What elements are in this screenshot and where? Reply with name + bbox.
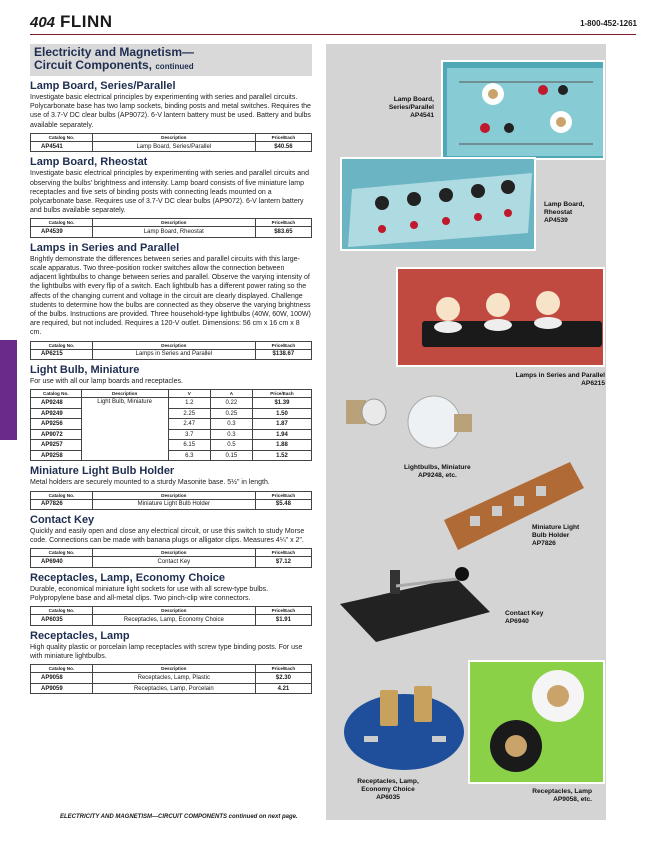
th-price: Price/Each	[255, 665, 311, 673]
caption-ap6035	[352, 778, 424, 802]
th-description: Description	[92, 607, 255, 615]
th-price: Price/Each	[255, 219, 311, 227]
catalog-table	[30, 389, 312, 461]
section-side-tab	[0, 340, 17, 440]
cell-catalog: AP9248	[31, 398, 82, 409]
lightbulbs-miniature-image	[336, 384, 476, 464]
product-receptacles-lamp	[30, 630, 312, 694]
cell-catalog: AP9256	[31, 419, 82, 430]
lamp-board-series-parallel-image	[441, 60, 605, 160]
cell-price: 1.88	[252, 440, 311, 451]
cell-catalog: AP9058	[31, 673, 93, 684]
cell-volts: 1.2	[168, 398, 210, 409]
lamps-series-parallel-image	[396, 267, 605, 367]
product-title: Receptacles, Lamp	[30, 629, 130, 642]
th-price: Price/Each	[252, 390, 311, 398]
product-description: Investigate basic electrical principles by experimenting with series and parallel circuits and observing the bulbs' brightness and intensity. Lamp board consists of five miniature lamp receptacles and five sets of binding posts with connecting leads mounted on a polycarbonate base. Requires use of 3.7-V DC clear bulbs (AP9072). 6-V lantern battery and bulbs available separately.	[30, 170, 309, 215]
receptacles-lamp-illustration	[470, 662, 605, 784]
lamp-board-sp-illustration	[443, 62, 605, 160]
caption-line: AP6035	[376, 794, 400, 801]
cell-volts: 6.15	[168, 440, 210, 451]
catalog-table	[30, 548, 312, 568]
th-catalog: Catalog No.	[31, 665, 93, 673]
catalog-table	[30, 341, 312, 361]
section-title-line1: Electricity and Magnetism—	[34, 45, 195, 59]
caption-line: Bulb Holder	[532, 532, 570, 539]
cell-catalog: AP4539	[31, 227, 93, 238]
caption-line: Receptacles, Lamp,	[357, 778, 419, 785]
lamps-sp-illustration	[398, 269, 605, 367]
caption-line: Lightbulbs, Miniature	[404, 464, 471, 471]
cell-volts: 2.25	[168, 408, 210, 419]
cell-price: $2.30	[255, 673, 311, 684]
cell-price: $1.39	[252, 398, 311, 409]
receptacles-economy-image	[340, 676, 472, 772]
cell-description: Lamps in Series and Parallel	[92, 349, 255, 360]
cell-amps: 0.3	[210, 429, 252, 440]
th-catalog: Catalog No.	[31, 219, 93, 227]
caption-line: AP6215	[581, 380, 605, 387]
cell-price: 1.50	[252, 408, 311, 419]
contact-key-image	[336, 558, 496, 648]
product-description: For use with all our lamp boards and receptacles.	[30, 378, 183, 386]
cell-amps: 0.5	[210, 440, 252, 451]
catalog-table	[30, 606, 312, 626]
product-description: Durable, economical miniature light sockets for use with all screw-type bulbs. Polypropylene base and all-metal clips. Two pinch-clip wire connectors.	[30, 585, 269, 603]
caption-line: Receptacles, Lamp	[532, 788, 592, 795]
caption-line: AP9058, etc.	[553, 796, 592, 803]
cell-description: Light Bulb, Miniature	[81, 398, 168, 461]
cell-price: $7.12	[255, 557, 311, 568]
section-title-line2: Circuit Components, continued	[34, 58, 194, 72]
th-description: Description	[92, 133, 255, 141]
caption-ap4541	[372, 96, 434, 120]
cell-price: $1.91	[255, 615, 311, 626]
th-description: Description	[92, 549, 255, 557]
th-catalog: Catalog No.	[31, 341, 93, 349]
table-row	[31, 499, 312, 510]
catalog-table	[30, 133, 312, 153]
caption-ap6215	[470, 372, 605, 388]
cell-catalog: AP6035	[31, 615, 93, 626]
th-price: Price/Each	[255, 491, 311, 499]
section-continued: continued	[155, 62, 194, 71]
cell-price: $83.65	[255, 227, 311, 238]
cell-catalog: AP6215	[31, 349, 93, 360]
cell-description: Receptacles, Lamp, Economy Choice	[92, 615, 255, 626]
receptacles-lamp-image	[468, 660, 605, 784]
header-divider	[30, 34, 636, 35]
table-row	[31, 141, 312, 152]
cell-catalog: AP9059	[31, 683, 93, 694]
th-price: Price/Each	[255, 549, 311, 557]
product-title: Lamps in Series and Parallel	[30, 241, 180, 254]
table-row	[31, 450, 312, 461]
caption-line: AP9248, etc.	[418, 472, 457, 479]
table-row	[31, 419, 312, 430]
cell-description: Receptacles, Lamp, Porcelain	[92, 683, 255, 694]
th-description: Description	[92, 219, 255, 227]
th-volts: V	[168, 390, 210, 398]
cell-catalog: AP9072	[31, 429, 82, 440]
caption-line: AP7826	[532, 540, 556, 547]
table-row	[31, 349, 312, 360]
th-price: Price/Each	[255, 133, 311, 141]
catalog-table	[30, 491, 312, 511]
product-receptacles-economy	[30, 572, 312, 626]
section-banner	[30, 44, 312, 76]
cell-catalog: AP9249	[31, 408, 82, 419]
cell-description: Receptacles, Lamp, Plastic	[92, 673, 255, 684]
cell-catalog: AP4541	[31, 141, 93, 152]
table-row	[31, 227, 312, 238]
th-catalog: Catalog No.	[31, 607, 93, 615]
product-light-bulb-miniature	[30, 364, 312, 461]
caption-ap6940	[505, 610, 575, 626]
lamp-board-rheostat-image	[340, 157, 536, 251]
cell-price: 1.87	[252, 419, 311, 430]
caption-ap7826	[532, 524, 602, 548]
cell-price: $138.67	[255, 349, 311, 360]
catalog-table	[30, 218, 312, 238]
th-amps: A	[210, 390, 252, 398]
product-description: Brightly demonstrate the differences between series and parallel circuits with this large-scale apparatus. Two three-position rocker switches allow the connection between adjacent lightbulbs to change between series and parallel. Observe the varying intensity of the lightbulbs with every flip of a switch. Each lightbulb has a different power rating so the affects of the changing current and voltage in the circuit are clearly displayed. Challenge students to determine how the bulbs are connected as they observe the varying brightness of the bulbs. Instructions are provided. Three household-type lightbulbs (40W, 60W, 100W) are required, but not included. Requires a 120-V outlet. Dimensions: 56 cm x 16 cm x 8 cm.	[30, 255, 311, 337]
cell-price: 1.94	[252, 429, 311, 440]
product-description: High quality plastic or porcelain lamp receptacles with screw type binding posts. For use with miniature lightbulbs.	[30, 643, 303, 661]
table-row	[31, 557, 312, 568]
product-column	[30, 44, 312, 696]
th-description: Description	[92, 341, 255, 349]
th-catalog: Catalog No.	[31, 133, 93, 141]
th-catalog: Catalog No.	[31, 549, 93, 557]
cell-description: Contact Key	[92, 557, 255, 568]
product-contact-key	[30, 514, 312, 568]
caption-line: Lamp Board,	[393, 96, 434, 103]
caption-ap9058	[520, 788, 592, 804]
product-bulb-holder	[30, 465, 312, 510]
page-number: 404	[30, 14, 56, 31]
table-row	[31, 429, 312, 440]
table-row	[31, 683, 312, 694]
cell-amps: 0.3	[210, 419, 252, 430]
table-row	[31, 615, 312, 626]
cell-catalog: AP6940	[31, 557, 93, 568]
cell-catalog: AP7826	[31, 499, 93, 510]
product-title: Receptacles, Lamp, Economy Choice	[30, 571, 226, 584]
cell-amps: 0.25	[210, 408, 252, 419]
product-lamp-board-rheostat	[30, 156, 312, 238]
table-row	[31, 673, 312, 684]
catalog-table	[30, 664, 312, 694]
product-description: Quickly and easily open and close any electrical circuit, or use this switch to study Morse code. Connections can be made with banana plugs or alligator clips. Measures 4¼" x 2".	[30, 528, 305, 545]
th-catalog: Catalog No.	[31, 390, 82, 398]
caption-line: Lamp Board,	[544, 201, 585, 208]
table-row	[31, 440, 312, 451]
product-title: Lamp Board, Rheostat	[30, 156, 148, 169]
product-description: Metal holders are securely mounted to a sturdy Masonite base. 5½" in length.	[30, 479, 270, 487]
cell-amps: 0.15	[210, 450, 252, 461]
caption-ap4539	[544, 201, 604, 225]
phone-number: 1-800-452-1261	[580, 19, 637, 28]
cell-catalog: AP9257	[31, 440, 82, 451]
caption-line: Lamps in Series and Parallel	[515, 372, 605, 379]
continued-note: ELECTRICITY AND MAGNETISM—CIRCUIT COMPONENTS continued on next page.	[60, 814, 298, 820]
caption-line: Economy Choice	[361, 786, 415, 793]
cell-volts: 6.3	[168, 450, 210, 461]
th-price: Price/Each	[255, 341, 311, 349]
product-title: Contact Key	[30, 514, 95, 527]
cell-price: $5.48	[255, 499, 311, 510]
caption-line: AP4539	[544, 217, 568, 224]
caption-line: AP4541	[410, 112, 434, 119]
product-lamp-board-series-parallel	[30, 80, 312, 152]
th-price: Price/Each	[255, 607, 311, 615]
caption-line: Miniature Light	[532, 524, 580, 531]
cell-description: Lamp Board, Rheostat	[92, 227, 255, 238]
cell-description: Miniature Light Bulb Holder	[92, 499, 255, 510]
cell-volts: 2.47	[168, 419, 210, 430]
caption-line: AP6940	[505, 618, 529, 625]
cell-amps: 0.22	[210, 398, 252, 409]
product-description: Investigate basic electrical principles by experimenting with series and parallel circuits. Polycarbonate base has two lamp sockets, binding posts and metal switches. Requires the use of 3.7-V DC clear bulbs (AP9072). 6-V lantern battery must be used. Battery and bulbs available separately.	[30, 94, 311, 129]
th-description: Description	[81, 390, 168, 398]
table-row	[31, 398, 312, 409]
product-lamps-series-parallel	[30, 242, 312, 360]
caption-line: Contact Key	[505, 610, 544, 617]
lamp-board-rheostat-illustration	[342, 159, 536, 251]
cell-catalog: AP9258	[31, 450, 82, 461]
product-title: Lamp Board, Series/Parallel	[30, 80, 176, 92]
th-description: Description	[92, 665, 255, 673]
cell-price: 1.52	[252, 450, 311, 461]
cell-price: $40.56	[255, 141, 311, 152]
table-row	[31, 408, 312, 419]
cell-description: Lamp Board, Series/Parallel	[92, 141, 255, 152]
th-description: Description	[92, 491, 255, 499]
th-catalog: Catalog No.	[31, 491, 93, 499]
product-title: Miniature Light Bulb Holder	[30, 465, 175, 478]
caption-line: Rheostat	[544, 209, 573, 216]
cell-volts: 3.7	[168, 429, 210, 440]
product-title: Light Bulb, Miniature	[30, 364, 140, 377]
caption-line: Series/Parallel	[388, 104, 434, 111]
brand-logo: FLINN	[60, 12, 113, 31]
cell-price: 4.21	[255, 683, 311, 694]
